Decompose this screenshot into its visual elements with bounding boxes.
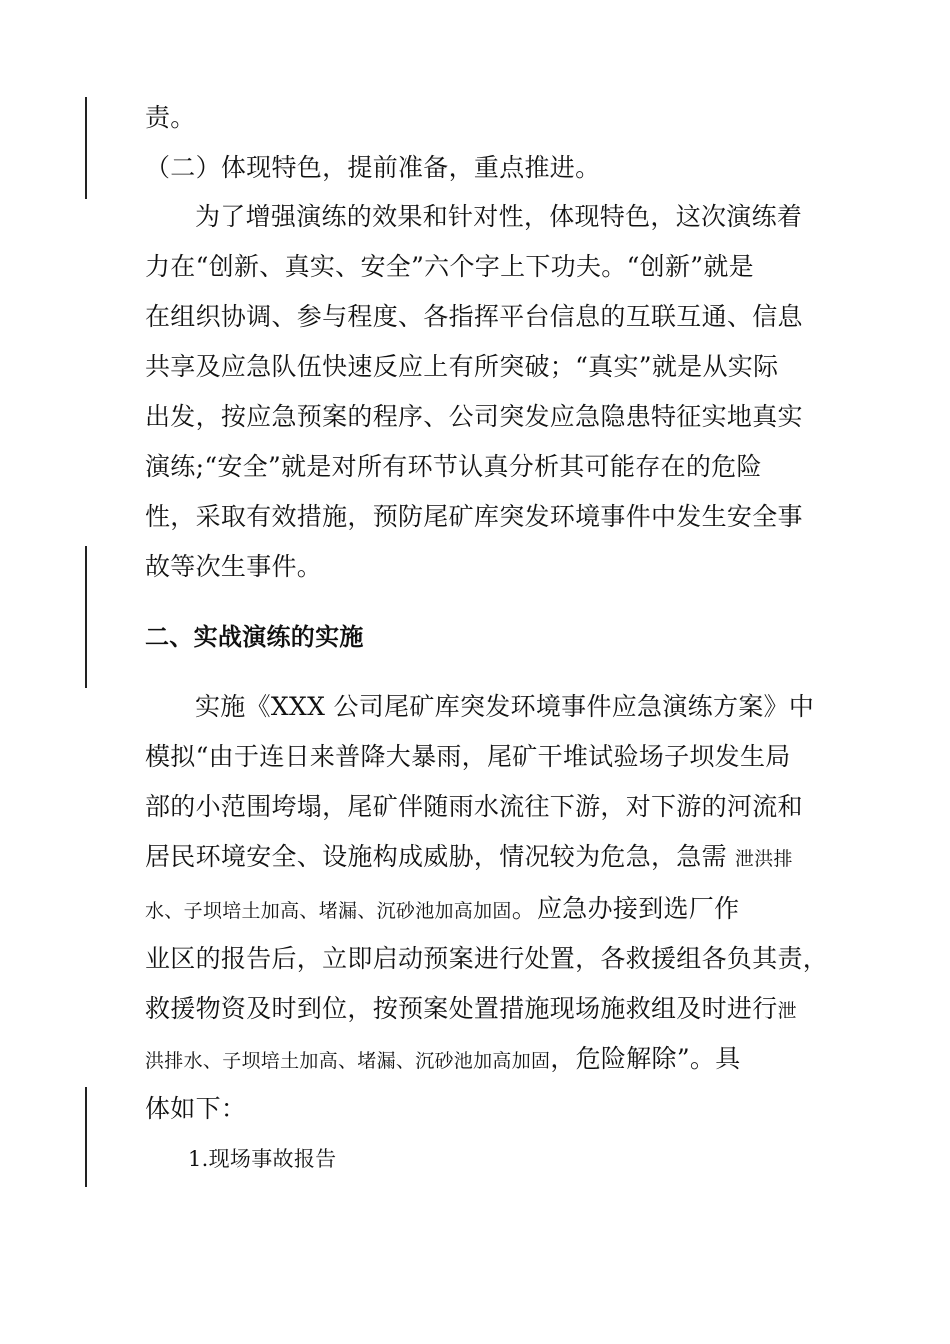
- paragraph-line: 力在“创新、真实、安全”六个字上下功夫。“创新”就是: [145, 252, 754, 281]
- paragraph-line: 性，采取有效措施，预防尾矿库突发环境事件中发生安全事: [145, 502, 803, 531]
- text-run-small: 泄: [777, 1000, 797, 1022]
- paragraph-line: 体如下：: [145, 1094, 247, 1123]
- paragraph-line: 在组织协调、参与程度、各指挥平台信息的互联互通、信息: [145, 302, 803, 331]
- paragraph-line: 为了增强演练的效果和针对性，体现特色，这次演练着: [195, 202, 803, 231]
- text-run-small: 泄洪排: [734, 848, 793, 870]
- paragraph-line: [145, 842, 793, 874]
- paragraph-line: 故等次生事件。: [145, 552, 323, 581]
- text-run: 救援物资及时到位，按预案处置措施现场施救组及时进行: [145, 994, 778, 1023]
- text-run: 。应急办接到选厂作: [511, 894, 740, 923]
- paragraph-line: 实施《XXX 公司尾矿库突发环境事件应急演练方案》中: [195, 692, 815, 721]
- text-run-small: 水、子坝培土加高、堵漏、沉砂池加高加固: [145, 900, 512, 922]
- revision-bar-2: [85, 546, 87, 688]
- paragraph-line: 出发，按应急预案的程序、公司突发应急隐患特征实地真实: [145, 402, 803, 431]
- paragraph-line: [145, 1044, 741, 1076]
- paragraph-line: 模拟“由于连日来普降大暴雨，尾矿干堆试验场子坝发生局: [145, 742, 791, 771]
- paragraph-line: 共享及应急队伍快速反应上有所突破；“真实”就是从实际: [145, 352, 779, 381]
- revision-bar-3: [85, 1087, 87, 1187]
- text-run: ，危险解除”。具: [550, 1044, 741, 1073]
- paragraph-line: 部的小范围垮塌，尾矿伴随雨水流往下游，对下游的河流和: [145, 792, 803, 821]
- text-run-small: 洪排水、子坝培土加高、堵漏、沉砂池加高加固: [145, 1050, 551, 1072]
- paragraph-line: [145, 994, 797, 1026]
- list-item: 1.现场事故报告: [188, 1147, 337, 1171]
- paragraph-line: 演练;“安全”就是对所有环节认真分析其可能存在的危险: [145, 452, 762, 481]
- section-heading: 二、实战演练的实施: [145, 623, 364, 651]
- paragraph-line: 业区的报告后，立即启动预案进行处置，各救援组各负其责，: [145, 944, 829, 973]
- revision-bar-1: [85, 97, 87, 199]
- section-subtitle: （二）体现特色，提前准备，重点推进。: [145, 153, 601, 182]
- text-run: 居民环境安全、设施构成威胁，情况较为危急，急需: [145, 842, 727, 871]
- paragraph-line: 责。: [145, 103, 196, 132]
- paragraph-line: [145, 894, 739, 926]
